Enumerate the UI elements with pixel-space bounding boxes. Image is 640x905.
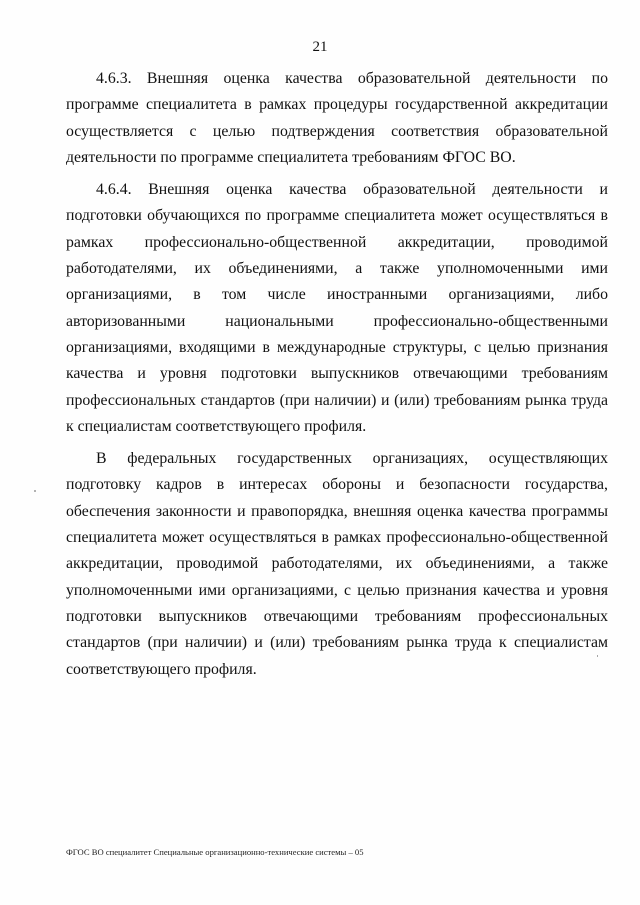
document-footer: ФГОС ВО специалитет Специальные организационно-технические системы – 05 [66, 847, 364, 857]
paragraph-4-6-4: 4.6.4. Внешняя оценка качества образовательной деятельности и подготовки обучающихся по программе специалитета может осуществляться в рамках профессионально-общественной аккредитации, проводимой работодателями, их объединениями, а также уполномоченными ими организациями, в том числе иностранными организациями, либо авторизованными национальными профессионально-общественными организациями, входящими в международные структуры, с целью признания качества и уровня подготовки выпускников отвечающими требованиям профессиональных стандартов (при наличии) и (или) требованиям рынка труда к специалистам соответствующего профиля. [66, 181, 608, 435]
paragraph-federal-organizations: В федеральных государственных организациях, осуществляющих подготовку кадров в интересах обороны и безопасности государства, обеспечения законности и правопорядка, внешняя оценка качества программы специалитета может осуществляться в рамках профессионально-общественной аккредитации, проводимой работодателями, их объединениями, а также уполномоченными ими организациями, с целью признания качества и уровня подготовки выпускников отвечающими требованиям профессиональных стандартов (при наличии) и (или) требованиям рынка труда к специалистам соответствующего профиля. [66, 450, 608, 678]
page-number: 21 [312, 39, 328, 55]
scan-speck [34, 490, 36, 492]
scan-speck [597, 655, 598, 657]
document-body [66, 66, 608, 689]
paragraph-4-6-3: 4.6.3. Внешняя оценка качества образовательной деятельности по программе специалитета в рамках процедуры государственной аккредитации осуществляется с целью подтверждения соответствия образовательной деятельности по программе специалитета требованиям ФГОС ВО. [66, 70, 608, 166]
